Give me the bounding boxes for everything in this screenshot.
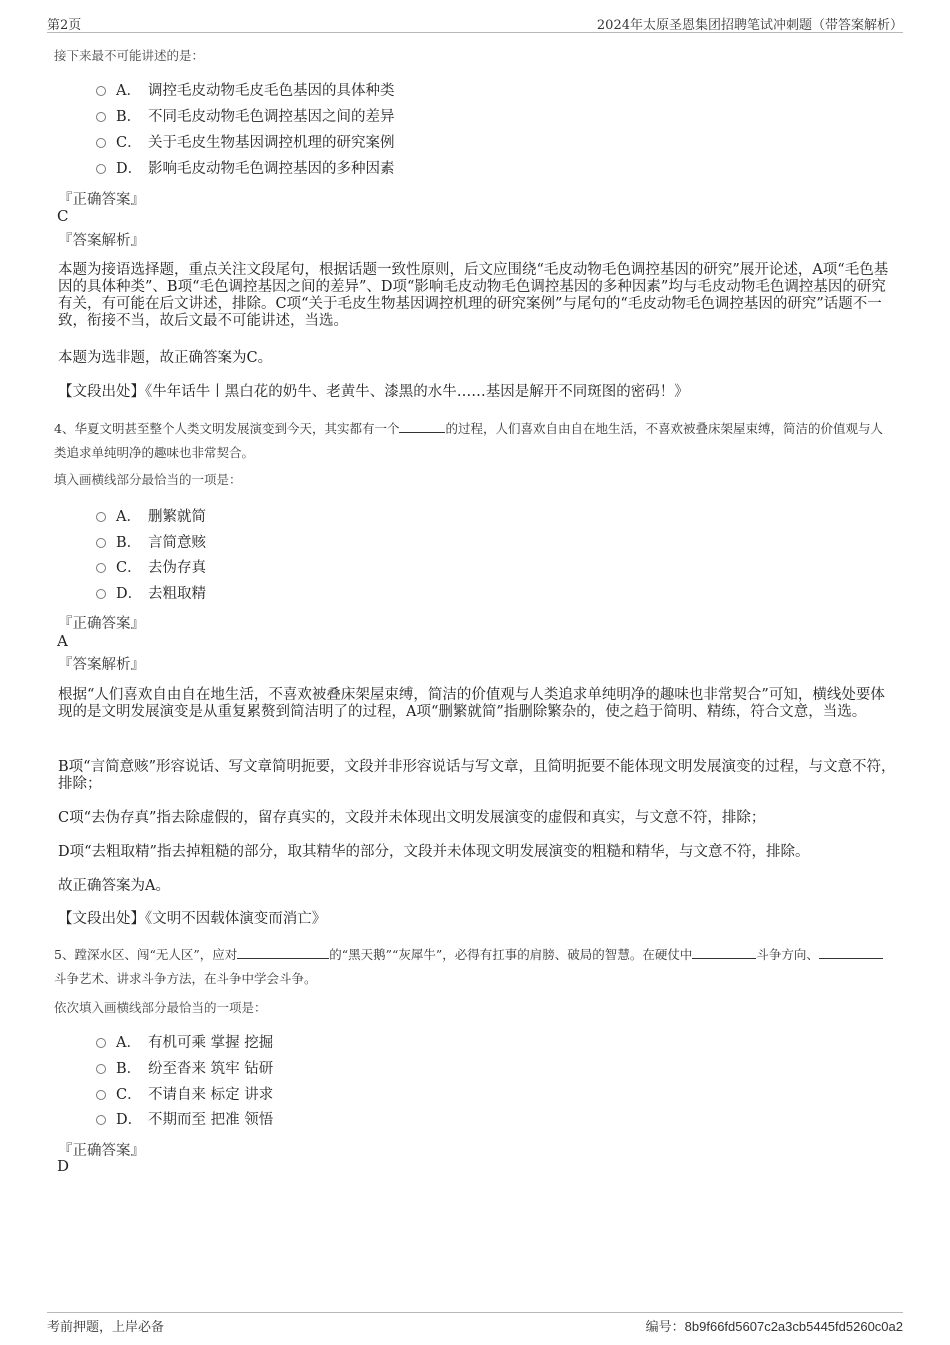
source-title: 《牛年话牛丨黑白花的奶牛、老黄牛、漆黑的水牛……基因是解开不同斑图的密码！》 — [145, 384, 689, 400]
q4-stem: 4、华夏文明甚至整个人类文明发展演变到今天，其实都有一个 的过程，人们喜欢自由自在地生活，不喜欢被叠床架屋束缚，简洁的价值观与人类追求单纯明净的趣味也非常契合。 — [54, 421, 883, 460]
q4-analysis-paragraph: 根据“人们喜欢自由自在地生活，不喜欢被叠床架屋束缚，简洁的价值观与人类追求单纯明净的趣味也非常契合”可知，横线处要体现的是文明发展演变是从重复累赘到简洁明了的过程，A项“删繁就简”指删除繁杂的，使之趋于简明、精练，符合文意，当选。 — [58, 687, 885, 720]
page-header — [47, 14, 903, 33]
q3-source — [58, 384, 898, 401]
q3-prompt: 接下来最不可能讲述的是： — [54, 48, 205, 63]
radio-button[interactable] — [96, 86, 106, 96]
q3-answer: C — [57, 207, 69, 225]
q4-option-b[interactable]: B． 言简意赅 — [96, 532, 206, 554]
q5-answer: D — [57, 1157, 70, 1175]
q3-analysis-paragraph: 本题为接语选择题，重点关注文段尾句，根据话题一致性原则，后文应围绕“毛皮动物毛色调控基因的研究”展开论述，A项“毛色基因的具体种类”、B项“毛色调控基因之间的差异”、D项“影响毛皮动物毛色调控基因的多种因素”均与毛皮动物毛色调控基因的研究有关，有可能在后文讲述，排除。C项“关于毛皮生物基因调控机理的研究案例”与尾句的“毛皮动物毛色调控基因的研究”话题不一致，衔接不当，故后文最不可能讲述，当选。 — [58, 262, 889, 329]
document-code: 编号：8b9f66fd5607c2a3cb5445fd5260c0a2 — [645, 1319, 903, 1335]
source-label: 【文段出处】 — [58, 384, 145, 400]
q4-option-d[interactable]: D． 去粗取精 — [96, 583, 206, 605]
radio-button[interactable] — [96, 538, 106, 548]
q3-conclusion: 本题为选非题，故正确答案为C。 — [58, 350, 273, 366]
q5-option-c[interactable]: C． 不请自来 标定 讲求 — [96, 1084, 273, 1106]
radio-button[interactable] — [96, 1064, 106, 1074]
q3-option-d[interactable]: D． 影响毛皮动物毛色调控基因的多种因素 — [96, 158, 395, 180]
q4-analysis-d: D项“去粗取精”指去掉粗糙的部分，取其精华的部分，文段并未体现文明发展演变的粗糙和精华，与文意不符，排除。 — [58, 844, 810, 860]
q4-option-c[interactable]: C． 去伪存真 — [96, 557, 206, 579]
fill-blank — [692, 945, 756, 959]
document-title: 2024年太原圣恩集团招聘笔试冲刺题（带答案解析） — [596, 18, 903, 33]
q4-option-a[interactable]: A． 删繁就简 — [96, 506, 206, 528]
radio-button[interactable] — [96, 112, 106, 122]
radio-button[interactable] — [96, 589, 106, 599]
fill-blank — [237, 945, 329, 959]
radio-button[interactable] — [96, 164, 106, 174]
q4-analysis-b: B项“言简意赅”形容说话、写文章简明扼要，文段并非形容说话与写文章，且简明扼要不能体现文明发展演变的过程，与文意不符，排除； — [58, 759, 896, 792]
q5-option-d[interactable]: D． 不期而至 把准 领悟 — [96, 1109, 273, 1131]
q4-conclusion: 故正确答案为A。 — [58, 878, 170, 894]
q4-source — [58, 911, 898, 928]
source-title: 《文明不因载体演变而消亡》 — [145, 911, 327, 927]
radio-button[interactable] — [96, 1090, 106, 1100]
page-number: 第2页 — [47, 18, 82, 33]
q5-prompt: 依次填入画横线部分最恰当的一项是： — [54, 1000, 267, 1015]
q5-option-b[interactable]: B． 纷至沓来 筑牢 钻研 — [96, 1058, 273, 1080]
q5-option-a[interactable]: A． 有机可乘 掌握 挖掘 — [96, 1032, 273, 1054]
q3-analysis-label: 『答案解析』 — [58, 233, 145, 249]
fill-blank — [399, 419, 445, 433]
footer-slogan: 考前押题，上岸必备 — [47, 1320, 165, 1335]
q5-stem: 5、蹚深水区、闯“无人区”，应对 的“黑天鹅”“灰犀牛”，必得有扛事的肩膀、破局的智慧。在硬仗中 斗争方向、斗争艺术、讲求斗争方法，在斗争中学会斗争。 — [54, 943, 894, 991]
q5-answer-label: 『正确答案』 — [58, 1143, 145, 1159]
q4-answer: A — [57, 632, 68, 650]
q4-analysis-label: 『答案解析』 — [58, 657, 145, 673]
page-footer — [47, 1312, 903, 1333]
q3-option-c[interactable]: C． 关于毛皮生物基因调控机理的研究案例 — [96, 132, 395, 154]
radio-button[interactable] — [96, 1115, 106, 1125]
fill-blank — [819, 945, 883, 959]
radio-button[interactable] — [96, 563, 106, 573]
radio-button[interactable] — [96, 512, 106, 522]
q4-prompt: 填入画横线部分最恰当的一项是： — [54, 472, 242, 487]
q3-answer-label: 『正确答案』 — [58, 192, 145, 208]
q3-option-a[interactable]: A． 调控毛皮动物毛皮毛色基因的具体种类 — [96, 80, 395, 102]
radio-button[interactable] — [96, 1038, 106, 1048]
q4-analysis-c: C项“去伪存真”指去除虚假的，留存真实的，文段并未体现出文明发展演变的虚假和真实，与文意不符，排除； — [58, 810, 766, 826]
q4-answer-label: 『正确答案』 — [58, 616, 145, 632]
q3-option-b[interactable]: B． 不同毛皮动物毛色调控基因之间的差异 — [96, 106, 395, 128]
source-label: 【文段出处】 — [58, 911, 145, 927]
radio-button[interactable] — [96, 138, 106, 148]
